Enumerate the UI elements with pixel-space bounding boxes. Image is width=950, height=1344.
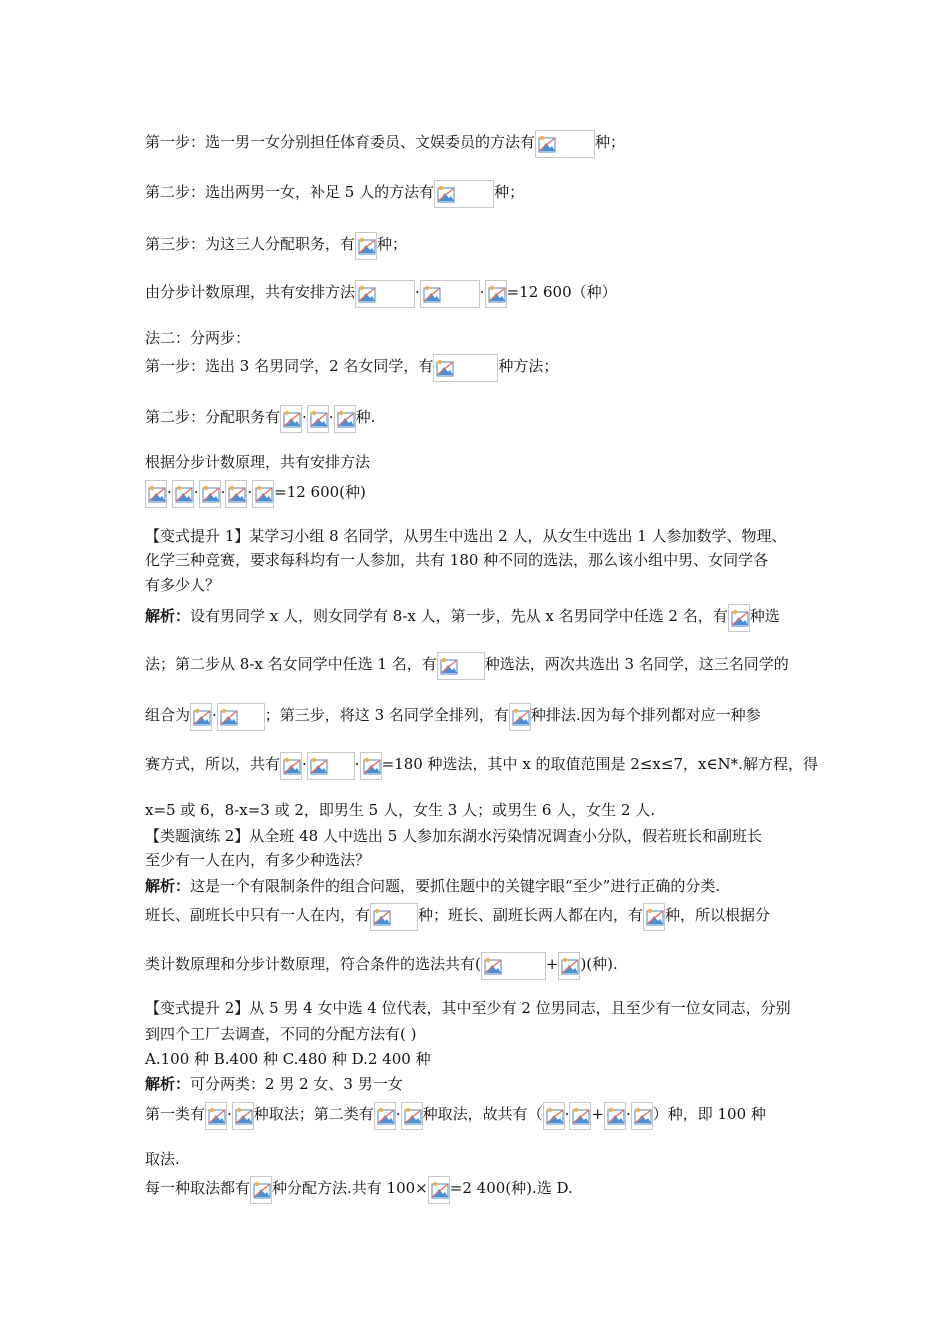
broken-image-icon xyxy=(436,359,454,377)
formula-image-placeholder xyxy=(433,354,498,382)
analysis-label: 解析： xyxy=(145,607,191,625)
text-run: 第一步：选出 3 名男同学，2 名女同学，有 xyxy=(145,357,434,375)
text-run: 根据分步计数原理，共有安排方法 xyxy=(145,453,371,471)
text-run: · xyxy=(227,1105,232,1123)
text-run: 取法. xyxy=(145,1150,180,1168)
text-line xyxy=(145,604,780,626)
text-run: 赛方式，所以，共有 xyxy=(145,755,281,773)
text-run: · xyxy=(564,1105,570,1123)
broken-image-icon xyxy=(404,1107,422,1125)
broken-image-icon xyxy=(283,410,301,428)
text-line xyxy=(145,1102,766,1124)
text-line xyxy=(145,998,791,1018)
formula-image-placeholder xyxy=(199,480,221,508)
text-run: 有多少人？ xyxy=(145,576,221,594)
broken-image-icon xyxy=(255,485,273,503)
text-run: · xyxy=(220,483,226,501)
text-run: 化学三种竞赛，要求每科均有一人参加，共有 180 种不同的选法，那么该小组中男、女同学各 xyxy=(145,551,769,569)
broken-image-icon xyxy=(363,757,381,775)
text-line xyxy=(145,480,366,502)
formula-image-placeholder xyxy=(374,1102,396,1130)
broken-image-icon xyxy=(488,285,506,303)
broken-image-icon xyxy=(193,708,211,726)
formula-image-placeholder xyxy=(485,280,507,308)
text-run: · xyxy=(479,283,485,301)
text-run: 这是一个有限制条件的组合问题，要抓住题中的关键字眼“至少”进行正确的分类. xyxy=(190,877,721,895)
broken-image-icon xyxy=(437,185,455,203)
broken-image-icon xyxy=(208,1107,226,1125)
text-run: ）种，即 100 种 xyxy=(652,1105,766,1123)
formula-image-placeholder xyxy=(509,703,531,731)
formula-image-placeholder xyxy=(355,232,377,260)
formula-image-placeholder xyxy=(643,903,665,931)
formula-image-placeholder xyxy=(205,1102,227,1130)
text-run: 种方法； xyxy=(498,357,559,375)
text-run: 法；第二步从 8-x 名女同学中任选 1 名，有 xyxy=(145,655,437,673)
formula-image-placeholder xyxy=(543,1102,565,1130)
formula-image-placeholder xyxy=(631,1102,653,1130)
text-line xyxy=(145,130,625,152)
broken-image-icon xyxy=(373,908,391,926)
text-run: 类计数原理和分步计数原理，符合条件的选法共有( xyxy=(145,955,481,973)
text-run: =180 种选法，其中 x 的取值范围是 2≤x≤7，x∈N*.解方程，得 xyxy=(381,755,818,773)
text-run: 【变式提升 1】某学习小组 8 名同学，从男生中选出 2 人，从女生中选出 1 人参加数学、物理、 xyxy=(145,527,787,545)
broken-image-icon xyxy=(235,1107,253,1125)
formula-image-placeholder xyxy=(728,604,750,632)
formula-image-placeholder xyxy=(232,1102,254,1130)
broken-image-icon xyxy=(310,410,328,428)
text-line xyxy=(145,1149,180,1169)
broken-image-icon xyxy=(283,757,301,775)
text-run: · xyxy=(354,755,360,773)
formula-image-placeholder xyxy=(190,703,212,731)
formula-image-placeholder xyxy=(225,480,247,508)
text-run: 【类题演练 2】从全班 48 人中选出 5 人参加东湖水污染情况调查小分队，假若班长和副班长 xyxy=(145,827,763,845)
broken-image-icon xyxy=(512,708,530,726)
text-run: · xyxy=(395,1105,401,1123)
text-run: 种选法，两次共选出 3 名同学，这三名同学的 xyxy=(484,655,789,673)
formula-image-placeholder xyxy=(437,652,485,680)
text-line xyxy=(145,903,770,925)
broken-image-icon xyxy=(607,1107,625,1125)
text-line xyxy=(145,876,720,896)
text-run: 设有男同学 x 人，则女同学有 8-x 人，第一步，先从 x 名男同学中任选 2 名，有 xyxy=(190,607,728,625)
text-run: 组合为 xyxy=(145,706,191,724)
formula-image-placeholder xyxy=(535,130,595,158)
text-run: 种； xyxy=(377,235,408,253)
analysis-label: 解析： xyxy=(145,877,191,895)
text-run: 每一种取法都有 xyxy=(145,1179,251,1197)
broken-image-icon xyxy=(440,657,458,675)
text-run: 种； xyxy=(494,183,525,201)
text-run: · xyxy=(302,755,307,773)
text-line xyxy=(145,180,524,202)
text-run: 种； xyxy=(595,133,626,151)
text-line xyxy=(145,280,617,302)
text-line xyxy=(145,1049,431,1069)
broken-image-icon xyxy=(310,757,328,775)
text-run: 法二：分两步： xyxy=(145,329,251,347)
text-run: 到四个工厂去调查，不同的分配方法有( ) xyxy=(145,1025,417,1043)
text-run: 第三步：为这三人分配职务，有 xyxy=(145,235,356,253)
text-run: + xyxy=(591,1105,604,1123)
text-run: · xyxy=(247,483,253,501)
text-run: 种取法，故共有（ xyxy=(422,1105,543,1123)
broken-image-icon xyxy=(431,1181,449,1199)
text-run: 【变式提升 2】从 5 男 4 女中选 4 位代表，其中至少有 2 位男同志，且至少有一位女同志，分别 xyxy=(145,999,791,1017)
text-run: 至少有一人在内，有多少种选法？ xyxy=(145,851,371,869)
text-run: )(种). xyxy=(580,955,618,973)
broken-image-icon xyxy=(484,957,502,975)
text-line xyxy=(145,952,618,974)
text-line xyxy=(145,354,558,376)
text-run: 第一类有 xyxy=(145,1105,206,1123)
text-line xyxy=(145,232,407,254)
text-run: · xyxy=(415,283,420,301)
text-line xyxy=(145,328,250,348)
text-line xyxy=(145,826,762,846)
formula-image-placeholder xyxy=(280,405,302,433)
text-run: 第二步：选出两男一女，补足 5 人的方法有 xyxy=(145,183,435,201)
broken-image-icon xyxy=(175,485,193,503)
formula-image-placeholder xyxy=(558,952,580,980)
broken-image-icon xyxy=(337,410,355,428)
text-run: · xyxy=(328,408,334,426)
text-run: =12 600(种) xyxy=(274,483,366,501)
text-run: 由分步计数原理，共有安排方法 xyxy=(145,283,356,301)
broken-image-icon xyxy=(253,1181,271,1199)
broken-image-icon xyxy=(731,609,749,627)
text-line xyxy=(145,652,789,674)
broken-image-icon xyxy=(220,708,238,726)
broken-image-icon xyxy=(646,908,664,926)
formula-image-placeholder xyxy=(604,1102,626,1130)
broken-image-icon xyxy=(202,485,220,503)
formula-image-placeholder xyxy=(217,703,265,731)
text-run: · xyxy=(167,483,172,501)
formula-image-placeholder xyxy=(569,1102,591,1130)
text-run: 种选 xyxy=(749,607,780,625)
text-line xyxy=(145,550,768,570)
broken-image-icon xyxy=(358,285,376,303)
text-line xyxy=(145,800,655,820)
broken-image-icon xyxy=(546,1107,564,1125)
text-line xyxy=(145,405,375,427)
text-run: 第二步：分配职务有 xyxy=(145,408,281,426)
text-line xyxy=(145,752,818,774)
formula-image-placeholder xyxy=(307,752,355,780)
broken-image-icon xyxy=(228,485,246,503)
broken-image-icon xyxy=(561,957,579,975)
text-line xyxy=(145,575,220,595)
formula-image-placeholder xyxy=(250,1176,272,1204)
text-run: A.100 种 B.400 种 C.480 种 D.2 400 种 xyxy=(145,1050,431,1068)
broken-image-icon xyxy=(148,485,166,503)
formula-image-placeholder xyxy=(428,1176,450,1204)
formula-image-placeholder xyxy=(401,1102,423,1130)
text-run: · xyxy=(625,1105,631,1123)
text-line xyxy=(145,526,787,546)
broken-image-icon xyxy=(423,285,441,303)
formula-image-placeholder xyxy=(145,480,167,508)
text-run: · xyxy=(302,408,307,426)
formula-image-placeholder xyxy=(355,280,415,308)
formula-image-placeholder xyxy=(334,405,356,433)
text-line xyxy=(145,1176,573,1198)
formula-image-placeholder xyxy=(252,480,274,508)
broken-image-icon xyxy=(377,1107,395,1125)
text-run: 种. xyxy=(355,408,376,426)
text-run: · xyxy=(193,483,199,501)
text-run: =2 400(种).选 D. xyxy=(449,1179,573,1197)
formula-image-placeholder xyxy=(481,952,546,980)
text-line xyxy=(145,703,761,725)
broken-image-icon xyxy=(538,135,556,153)
text-run: x=5 或 6，8-x=3 或 2，即男生 5 人，女生 3 人；或男生 6 人，女生 2 人. xyxy=(145,801,656,819)
formula-image-placeholder xyxy=(280,752,302,780)
text-line xyxy=(145,1074,403,1094)
text-run: 可分两类：2 男 2 女、3 男一女 xyxy=(190,1075,403,1093)
text-run: · xyxy=(212,706,217,724)
formula-image-placeholder xyxy=(434,180,494,208)
text-run: 第一步：选一男一女分别担任体育委员、文娱委员的方法有 xyxy=(145,133,536,151)
text-run: ；第三步，将这 3 名同学全排列，有 xyxy=(264,706,509,724)
broken-image-icon xyxy=(358,237,376,255)
text-run: 种取法；第二类有 xyxy=(253,1105,374,1123)
text-run: 种分配方法.共有 100× xyxy=(272,1179,428,1197)
text-run: 种排法.因为每个排列都对应一种参 xyxy=(530,706,761,724)
formula-image-placeholder xyxy=(360,752,382,780)
text-line xyxy=(145,850,370,870)
text-line xyxy=(145,452,370,472)
formula-image-placeholder xyxy=(420,280,480,308)
broken-image-icon xyxy=(634,1107,652,1125)
formula-image-placeholder xyxy=(172,480,194,508)
formula-image-placeholder xyxy=(307,405,329,433)
broken-image-icon xyxy=(572,1107,590,1125)
text-run: 班长、副班长中只有一人在内，有 xyxy=(145,906,371,924)
formula-image-placeholder xyxy=(370,903,418,931)
text-run: + xyxy=(545,955,559,973)
text-run: =12 600（种） xyxy=(506,283,617,301)
text-line xyxy=(145,1024,416,1044)
text-run: 种；班长、副班长两人都在内，有 xyxy=(418,906,644,924)
analysis-label: 解析： xyxy=(145,1075,191,1093)
text-run: 种，所以根据分 xyxy=(665,906,771,924)
